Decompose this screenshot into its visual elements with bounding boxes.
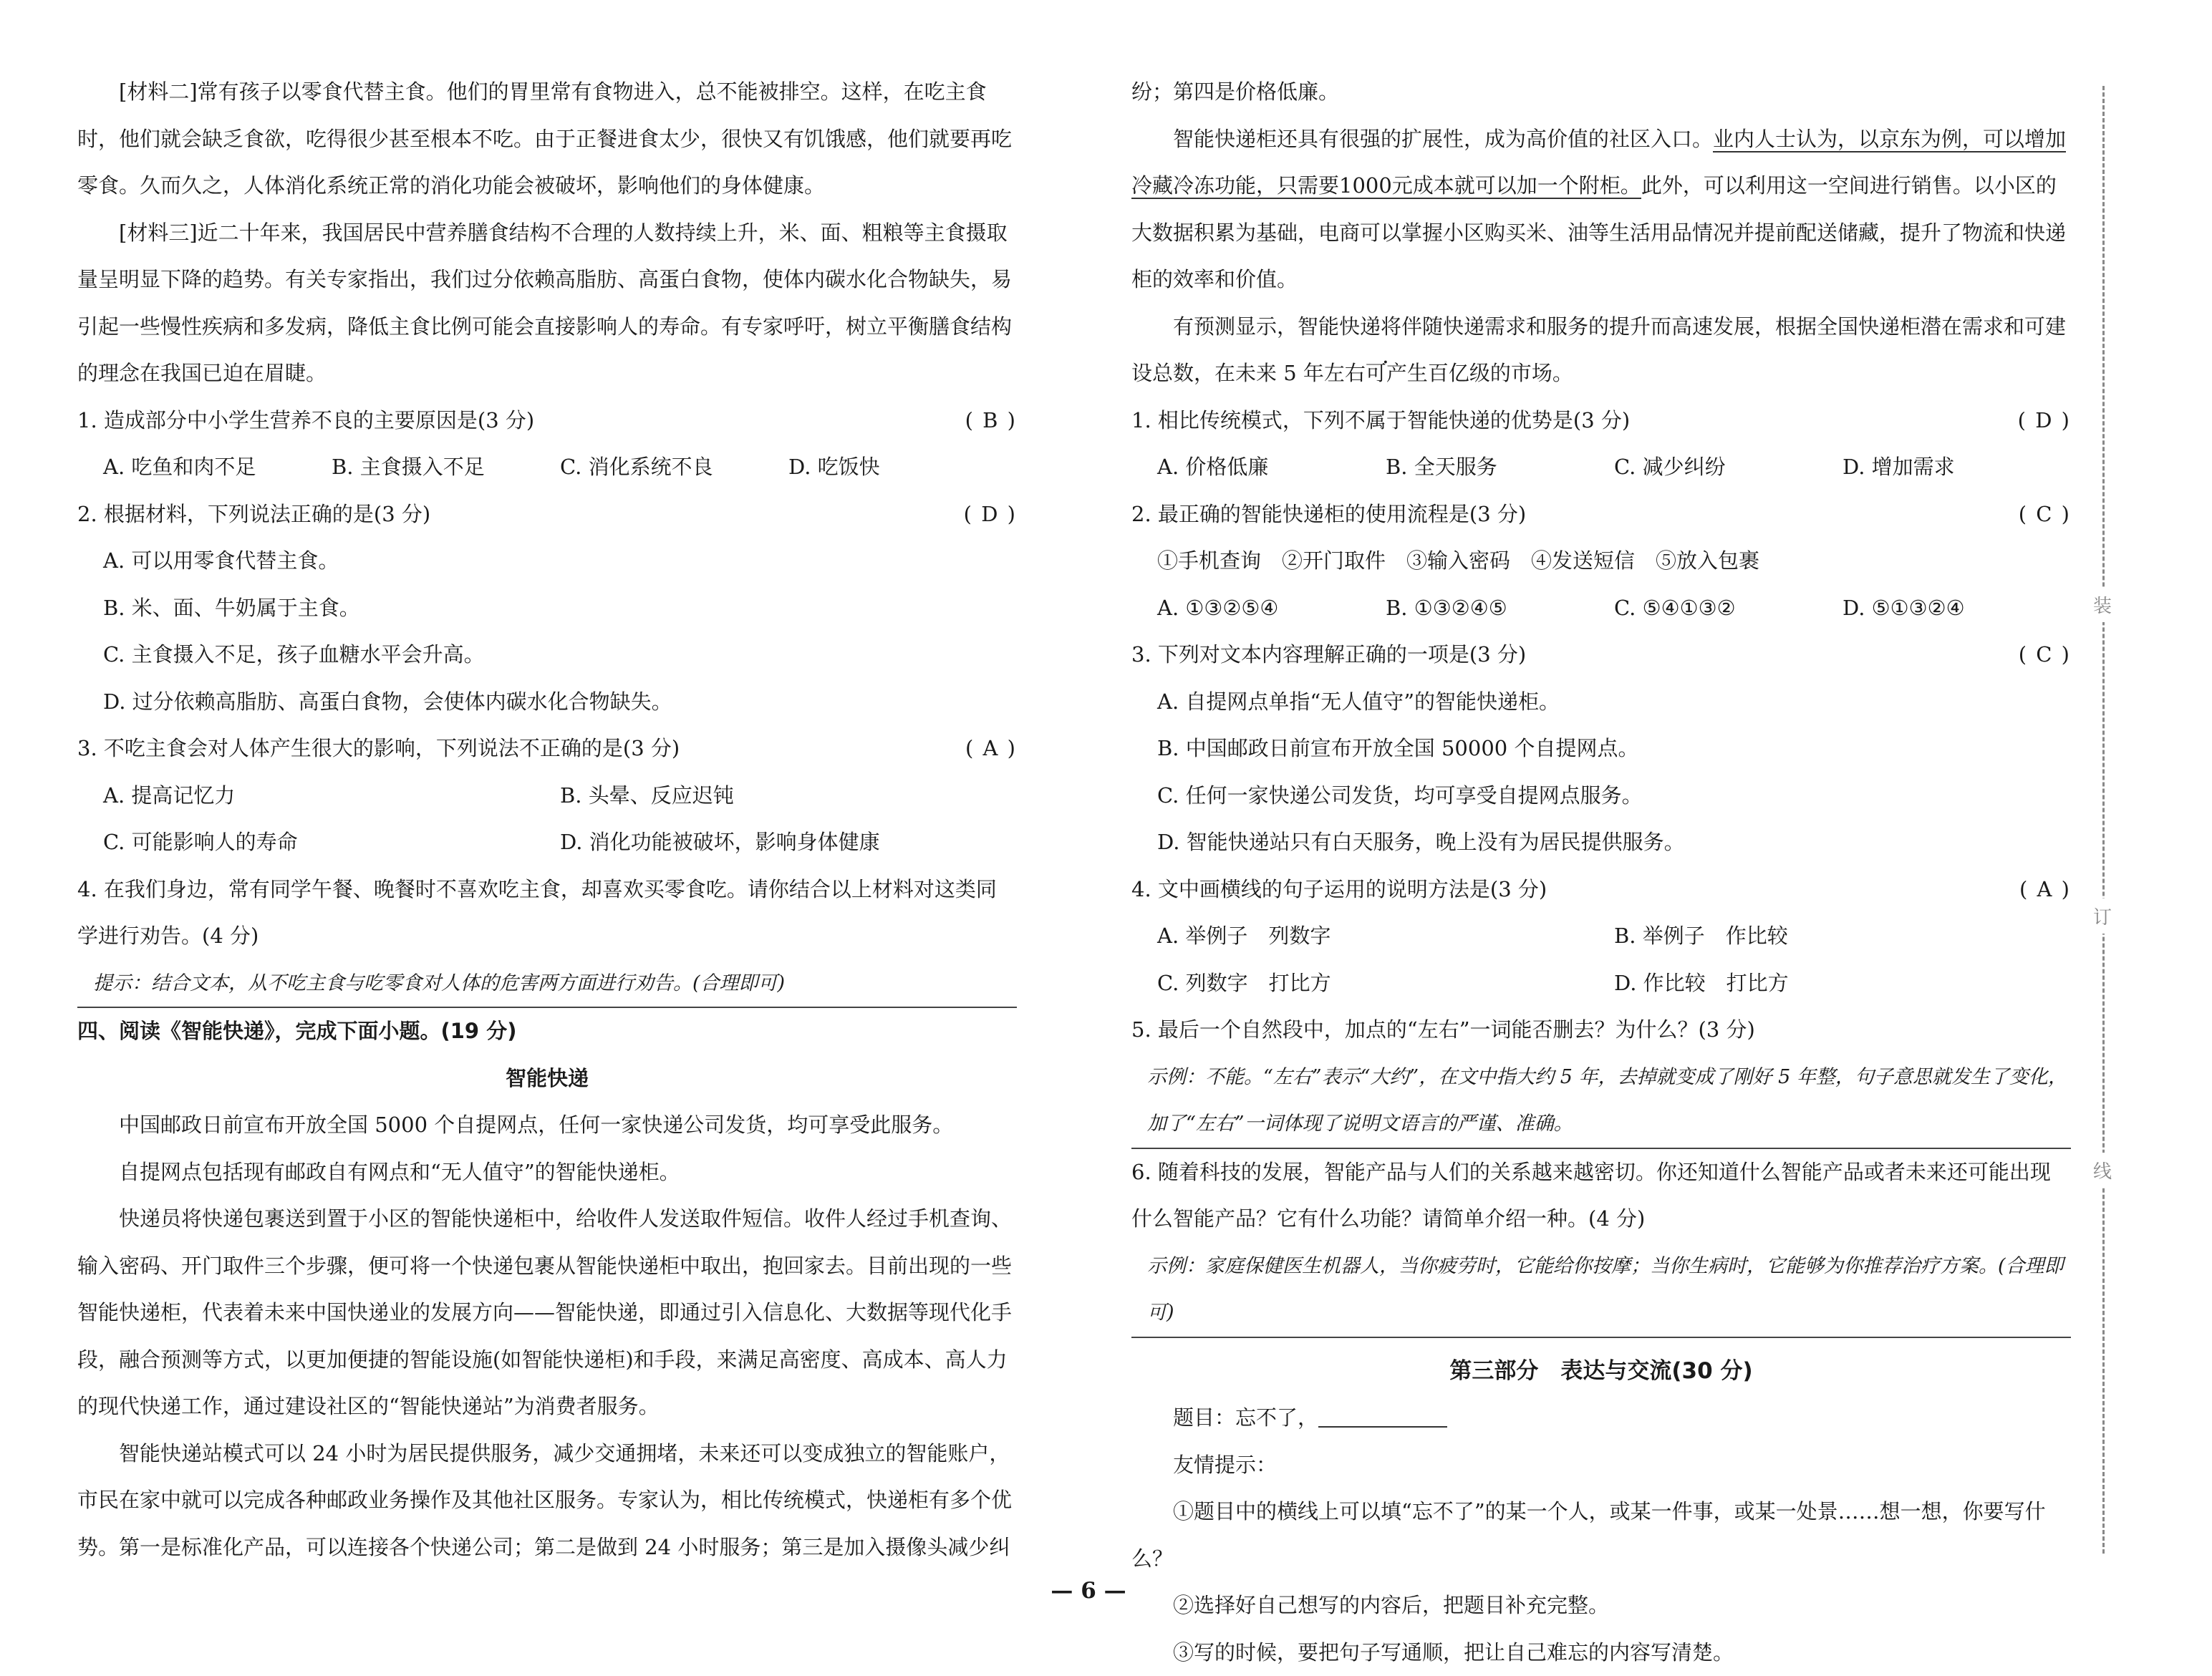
option-c: C. ⑤④①③②: [1614, 585, 1842, 632]
tip-3: ③写的时候，要把句子写通顺，把让自己难忘的内容写清楚。: [1131, 1629, 2071, 1676]
option-d: D. 消化功能被破坏，影响身体健康: [560, 819, 1017, 866]
option-d: D. ⑤①③②④: [1842, 585, 2071, 632]
answer-mark: ( A ): [2019, 866, 2071, 914]
tip-title: 友情提示：: [1131, 1442, 2071, 1489]
article-paragraph-2: 自提网点包括现有邮政自有网点和“无人值守”的智能快递柜。: [77, 1149, 1017, 1196]
option-b: B. 米、面、牛奶属于主食。: [77, 585, 1017, 632]
option-b: B. 举例子 作比较: [1614, 913, 2071, 960]
question-stem: 1. 造成部分中小学生营养不良的主要原因是(3 分): [77, 408, 534, 432]
option-b: B. 头晕、反应迟钝: [560, 772, 1017, 820]
question-right-2: [1131, 491, 2071, 538]
question-left-4: 4. 在我们身边，常有同学午餐、晚餐时不喜欢吃主食，却喜欢买零食吃。请你结合以上材料对这类同学进行劝告。(4 分): [77, 866, 1017, 960]
options-row: [77, 772, 1017, 866]
option-d: D. 过分依赖高脂肪、高蛋白食物，会使体内碳水化合物缺失。: [77, 679, 1017, 726]
section-four-heading: 四、阅读《智能快递》，完成下面小题。(19 分): [77, 1008, 1017, 1055]
question-stem: 3. 不吃主食会对人体产生很大的影响，下列说法不正确的是(3 分): [77, 736, 680, 760]
question-left-1: [77, 397, 1017, 445]
answer-mark: ( C ): [2019, 491, 2071, 538]
tip-2: ②选择好自己想写的内容后，把题目补充完整。: [1131, 1582, 2071, 1629]
answer-hint: 示例：家庭保健医生机器人，当你疲劳时，它能给你按摩；当你生病时，它能够为你推荐治疗方案。(合理即可): [1131, 1243, 2071, 1338]
option-d: D. 吃饭快: [788, 444, 1017, 491]
binding-label: 装: [2085, 587, 2120, 622]
tip-1: ①题目中的横线上可以填“忘不了”的某一个人，或某一件事，或某一处景……想一想，你要写什么？: [1131, 1488, 2071, 1582]
right-column: [1131, 69, 2071, 1676]
option-a: A. 自提网点单指“无人值守”的智能快递柜。: [1131, 679, 2071, 726]
binding-label: 线: [2085, 1153, 2120, 1188]
article-paragraph-3: 快递员将快递包裹送到置于小区的智能快递柜中，给收件人发送取件短信。收件人经过手机查询、输入密码、开门取件三个步骤，便可将一个快递包裹从智能快递柜中取出，抱回家去。目前出现的一些智能快递柜，代表着未来中国快递业的发展方向——智能快递，即通过引入信息化、大数据等现代化手段，融合预测等方式，以更加便捷的智能设施(如智能快递柜)和手段，来满足高密度、高成本、高人力的现代快递工作，通过建设社区的“智能快递站”为消费者服务。: [77, 1196, 1017, 1430]
question-left-3: [77, 725, 1017, 772]
article-paragraph-1: 中国邮政日前宣布开放全国 5000 个自提网点，任何一家快递公司发货，均可享受此服务。: [77, 1102, 1017, 1149]
question-stem: 2. 根据材料，下列说法正确的是(3 分): [77, 502, 430, 526]
question-right-4: [1131, 866, 2071, 914]
option-b: B. ①③②④⑤: [1386, 585, 1614, 632]
material-three: [材料三]近二十年来，我国居民中营养膳食结构不合理的人数持续上升，米、面、粗粮等主食摄取量呈明显下降的趋势。有关专家指出，我们过分依赖高脂肪、高蛋白食物，使体内碳水化合物缺失，易引起一些慢性疾病和多发病，降低主食比例可能会直接影响人的寿命。有专家呼吁，树立平衡膳食结构的理念在我国已迫在眉睫。: [77, 210, 1017, 397]
option-c: C. 列数字 打比方: [1157, 960, 1614, 1007]
option-c: C. 可能影响人的寿命: [103, 819, 560, 866]
paragraph-text: 此外，可以利用这一空间进行销售。以小区的大数据积累为基础，电商可以掌握小区购买米、油等生活用品情况并提前配送储藏，提升了物流和快递柜的效率和价值。: [1131, 173, 2066, 291]
option-c: C. 消化系统不良: [560, 444, 788, 491]
answer-hint: 提示：结合文本，从不吃主食与吃零食对人体的危害两方面进行劝告。(合理即可): [77, 960, 1017, 1009]
article-title: 智能快递: [77, 1055, 1017, 1103]
question-right-3: [1131, 631, 2071, 679]
option-a: A. ①③②⑤④: [1157, 585, 1386, 632]
options-row: [1131, 585, 2071, 632]
question-right-6: 6. 随着科技的发展，智能产品与人们的关系越来越密切。你还知道什么智能产品或者未来还可能出现什么智能产品？它有什么功能？请简单介绍一种。(4 分): [1131, 1149, 2071, 1243]
article-paragraph-4: 智能快递站模式可以 24 小时为居民提供服务，减少交通拥堵，未来还可以变成独立的智能账户，市民在家中就可以完成各种邮政业务操作及其他社区服务。专家认为，相比传统模式，快递柜有多个优势。第一是标准化产品，可以连接各个快递公司；第二是做到 24 小时服务；第三是加入摄像头减少纠: [77, 1430, 1017, 1571]
option-d: D. 作比较 打比方: [1614, 960, 2071, 1007]
option-a: A. 举例子 列数字: [1157, 913, 1614, 960]
option-c: C. 减少纠纷: [1614, 444, 1842, 491]
options-row: [77, 444, 1017, 491]
page-number: — 6 —: [1003, 1578, 1174, 1604]
article-paragraph-4-continued: 纷；第四是价格低廉。: [1131, 69, 2071, 116]
left-column: [77, 69, 1017, 1571]
essay-topic: [1131, 1395, 2071, 1442]
question-left-2: [77, 491, 1017, 538]
article-paragraph-5: [1131, 116, 2071, 304]
answer-mark: ( D ): [964, 491, 1017, 538]
options-row: [1131, 444, 2071, 491]
question-right-5: 5. 最后一个自然段中，加点的“左右”一词能否删去？为什么？(3 分): [1131, 1007, 2071, 1054]
answer-mark: ( D ): [2018, 397, 2071, 445]
option-b: B. 中国邮政日前宣布开放全国 50000 个自提网点。: [1131, 725, 2071, 772]
answer-mark: ( A ): [965, 725, 1017, 772]
option-a: A. 价格低廉: [1157, 444, 1386, 491]
question-stem: 1. 相比传统模式，下列不属于智能快递的优势是(3 分): [1131, 408, 1630, 432]
paragraph-text: 可产生百亿级的市场。: [1366, 361, 1573, 385]
answer-hint: 示例：不能。“左右”表示“大约”，在文中指大约 5 年，去掉就变成了刚好 5 年整，句子意思就发生了变化，加了“左右”一词体现了说明文语言的严谨、准确。: [1131, 1054, 2071, 1149]
dotted-word: 左右: [1324, 361, 1366, 385]
material-two: [材料二]常有孩子以零食代替主食。他们的胃里常有食物进入，总不能被排空。这样，在吃主食时，他们就会缺乏食欲，吃得很少甚至根本不吃。由于正餐进食太少，很快又有饥饿感，他们就要再吃零食。久而久之，人体消化系统正常的消化功能会被破坏，影响他们的身体健康。: [77, 69, 1017, 210]
binding-line: [2102, 86, 2105, 1554]
option-b: B. 主食摄入不足: [332, 444, 560, 491]
question-right-1: [1131, 397, 2071, 445]
option-d: D. 增加需求: [1842, 444, 2071, 491]
option-a: A. 提高记忆力: [103, 772, 560, 820]
option-c: C. 主食摄入不足，孩子血糖水平会升高。: [77, 631, 1017, 679]
option-c: C. 任何一家快递公司发货，均可享受自提网点服务。: [1131, 772, 2071, 820]
answer-mark: ( C ): [2019, 631, 2071, 679]
step-list: ①手机查询 ②开门取件 ③输入密码 ④发送短信 ⑤放入包裹: [1131, 538, 2071, 585]
binding-label: 订: [2085, 898, 2120, 934]
article-paragraph-6: [1131, 304, 2071, 397]
option-a: A. 可以用零食代替主食。: [77, 538, 1017, 585]
paragraph-text: 有预测显示，智能快递将伴随快递需求和服务的提升而高速发展，根据全国快递柜潜在需求和可建设总数，在未来 5 年: [1131, 314, 2066, 386]
option-b: B. 全天服务: [1386, 444, 1614, 491]
question-stem: 4. 文中画横线的句子运用的说明方法是(3 分): [1131, 877, 1547, 901]
topic-blank: [1318, 1405, 1447, 1428]
part-three-heading: 第三部分 表达与交流(30 分): [1131, 1348, 2071, 1395]
topic-text: 题目：忘不了，: [1173, 1405, 1318, 1430]
option-d: D. 智能快递站只有白天服务，晚上没有为居民提供服务。: [1131, 819, 2071, 866]
underlined-sentence: 业内人士认为，以京东为例，可以增加冷藏冷冻功能，只需要1000元成本就可以加一个附柜。: [1131, 127, 2066, 200]
question-stem: 2. 最正确的智能快递柜的使用流程是(3 分): [1131, 502, 1526, 526]
answer-mark: ( B ): [965, 397, 1017, 445]
option-a: A. 吃鱼和肉不足: [103, 444, 332, 491]
paragraph-text: 智能快递柜还具有很强的扩展性，成为高价值的社区入口。: [1173, 127, 1713, 151]
question-stem: 3. 下列对文本内容理解正确的一项是(3 分): [1131, 642, 1526, 667]
options-row: [1131, 913, 2071, 1007]
